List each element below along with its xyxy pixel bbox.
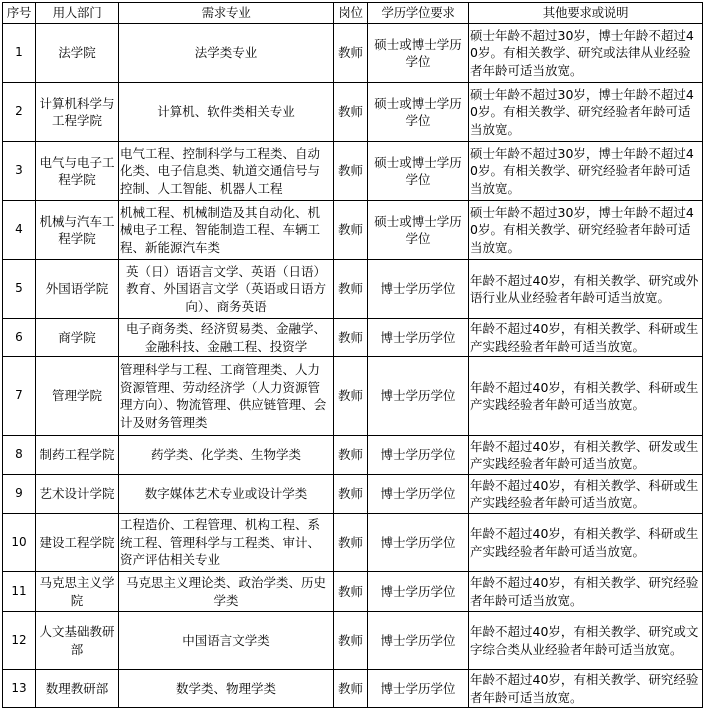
row-dept: 数理教研部 (36, 670, 119, 708)
row-major: 法学类专业 (119, 24, 334, 83)
header-degree: 学历学位要求 (368, 3, 469, 24)
row-no: 12 (3, 612, 36, 670)
header-dept: 用人部门 (36, 3, 119, 24)
row-note: 硕士年龄不超过30岁，博士年龄不超过40岁。有相关教学、研究经验者年龄可适当放宽。 (469, 142, 703, 201)
row-degree: 硕士或博士学历学位 (368, 24, 469, 83)
header-note: 其他要求或说明 (469, 3, 703, 24)
row-note: 年龄不超过40岁，有相关教学、研发或生产实践经验者年龄可适当放宽。 (469, 436, 703, 475)
row-dept: 机械与汽车工程学院 (36, 201, 119, 260)
row-note: 年龄不超过40岁，有相关教学、研究经验者年龄可适当放宽。 (469, 670, 703, 708)
table-row (3, 357, 703, 436)
row-major: 工程造价、工程管理、机构工程、系统工程、管理科学与工程类、审计、资产评估相关专业 (119, 514, 334, 572)
row-post: 教师 (334, 514, 368, 572)
row-post: 教师 (334, 24, 368, 83)
row-degree: 博士学历学位 (368, 670, 469, 708)
row-major: 数字媒体艺术专业或设计学类 (119, 475, 334, 514)
row-major: 数学类、物理学类 (119, 670, 334, 708)
table-row (3, 436, 703, 475)
row-dept: 管理学院 (36, 357, 119, 436)
row-dept: 法学院 (36, 24, 119, 83)
table-row (3, 514, 703, 572)
row-post: 教师 (334, 201, 368, 260)
row-degree: 硕士或博士学历学位 (368, 142, 469, 201)
row-major: 药学类、化学类、生物学类 (119, 436, 334, 475)
row-dept: 计算机科学与工程学院 (36, 83, 119, 142)
table-row (3, 260, 703, 319)
header-no: 序号 (3, 3, 36, 24)
row-no: 9 (3, 475, 36, 514)
row-dept: 制药工程学院 (36, 436, 119, 475)
row-degree: 博士学历学位 (368, 436, 469, 475)
table-row (3, 24, 703, 83)
row-no: 3 (3, 142, 36, 201)
row-degree: 博士学历学位 (368, 260, 469, 319)
table-row (3, 670, 703, 708)
table-row (3, 83, 703, 142)
row-post: 教师 (334, 260, 368, 319)
row-degree: 博士学历学位 (368, 319, 469, 357)
table-row (3, 201, 703, 260)
row-note: 年龄不超过40岁，有相关教学、研究或文字综合类从业经验者年龄可适当放宽。 (469, 612, 703, 670)
row-dept: 人文基础教研部 (36, 612, 119, 670)
row-no: 8 (3, 436, 36, 475)
row-dept: 艺术设计学院 (36, 475, 119, 514)
row-major: 管理科学与工程、工商管理类、人力资源管理、劳动经济学（人力资源管理方向）、物流管理、供应链管理、会计及财务管理类 (119, 357, 334, 436)
row-degree: 博士学历学位 (368, 612, 469, 670)
row-major: 机械工程、机械制造及其自动化、机械电子工程、智能制造工程、车辆工程、新能源汽车类 (119, 201, 334, 260)
header-row (3, 3, 703, 24)
row-no: 5 (3, 260, 36, 319)
table-row (3, 475, 703, 514)
row-post: 教师 (334, 357, 368, 436)
row-post: 教师 (334, 436, 368, 475)
row-note: 硕士年龄不超过30岁，博士年龄不超过40岁。有相关教学、研究经验者年龄可适当放宽。 (469, 83, 703, 142)
row-note: 年龄不超过40岁，有相关教学、研究经验者年龄可适当放宽。 (469, 572, 703, 612)
row-note: 年龄不超过40岁，有相关教学、研究或外语行业从业经验者年龄可适当放宽。 (469, 260, 703, 319)
row-note: 年龄不超过40岁，有相关教学、科研或生产实践经验者年龄可适当放宽。 (469, 319, 703, 357)
row-no: 13 (3, 670, 36, 708)
table-row (3, 612, 703, 670)
row-degree: 博士学历学位 (368, 572, 469, 612)
row-dept: 商学院 (36, 319, 119, 357)
header-major: 需求专业 (119, 3, 334, 24)
row-no: 2 (3, 83, 36, 142)
row-dept: 马克思主义学院 (36, 572, 119, 612)
row-note: 年龄不超过40岁，有相关教学、科研或生产实践经验者年龄可适当放宽。 (469, 514, 703, 572)
row-note: 硕士年龄不超过30岁，博士年龄不超过40岁。有相关教学、研究经验者年龄可适当放宽。 (469, 201, 703, 260)
row-no: 10 (3, 514, 36, 572)
row-note: 年龄不超过40岁，有相关教学、科研或生产实践经验者年龄可适当放宽。 (469, 357, 703, 436)
row-post: 教师 (334, 319, 368, 357)
row-major: 计算机、软件类相关专业 (119, 83, 334, 142)
row-major: 马克思主义理论类、政治学类、历史学类 (119, 572, 334, 612)
row-degree: 博士学历学位 (368, 475, 469, 514)
table-row (3, 572, 703, 612)
row-degree: 硕士或博士学历学位 (368, 201, 469, 260)
row-no: 11 (3, 572, 36, 612)
row-post: 教师 (334, 572, 368, 612)
row-major: 中国语言文学类 (119, 612, 334, 670)
row-major: 英（日）语语言文学、英语（日语）教育、外国语言文学（英语或日语方向）、商务英语 (119, 260, 334, 319)
recruitment-table (2, 2, 703, 708)
row-dept: 外国语学院 (36, 260, 119, 319)
row-degree: 博士学历学位 (368, 357, 469, 436)
table-row (3, 319, 703, 357)
row-major: 电子商务类、经济贸易类、金融学、金融科技、金融工程、投资学 (119, 319, 334, 357)
row-dept: 电气与电子工程学院 (36, 142, 119, 201)
row-post: 教师 (334, 475, 368, 514)
table-row (3, 142, 703, 201)
row-no: 4 (3, 201, 36, 260)
row-degree: 硕士或博士学历学位 (368, 83, 469, 142)
row-dept: 建设工程学院 (36, 514, 119, 572)
row-post: 教师 (334, 670, 368, 708)
row-post: 教师 (334, 612, 368, 670)
row-post: 教师 (334, 142, 368, 201)
row-major: 电气工程、控制科学与工程类、自动化类、电子信息类、轨道交通信号与控制、人工智能、机器人工程 (119, 142, 334, 201)
row-note: 硕士年龄不超过30岁，博士年龄不超过40岁。有相关教学、研究或法律从业经验者年龄可适当放宽。 (469, 24, 703, 83)
header-post: 岗位 (334, 3, 368, 24)
row-degree: 博士学历学位 (368, 514, 469, 572)
row-note: 年龄不超过40岁，有相关教学、科研或生产实践经验者年龄可适当放宽。 (469, 475, 703, 514)
row-no: 1 (3, 24, 36, 83)
row-post: 教师 (334, 83, 368, 142)
row-no: 6 (3, 319, 36, 357)
row-no: 7 (3, 357, 36, 436)
